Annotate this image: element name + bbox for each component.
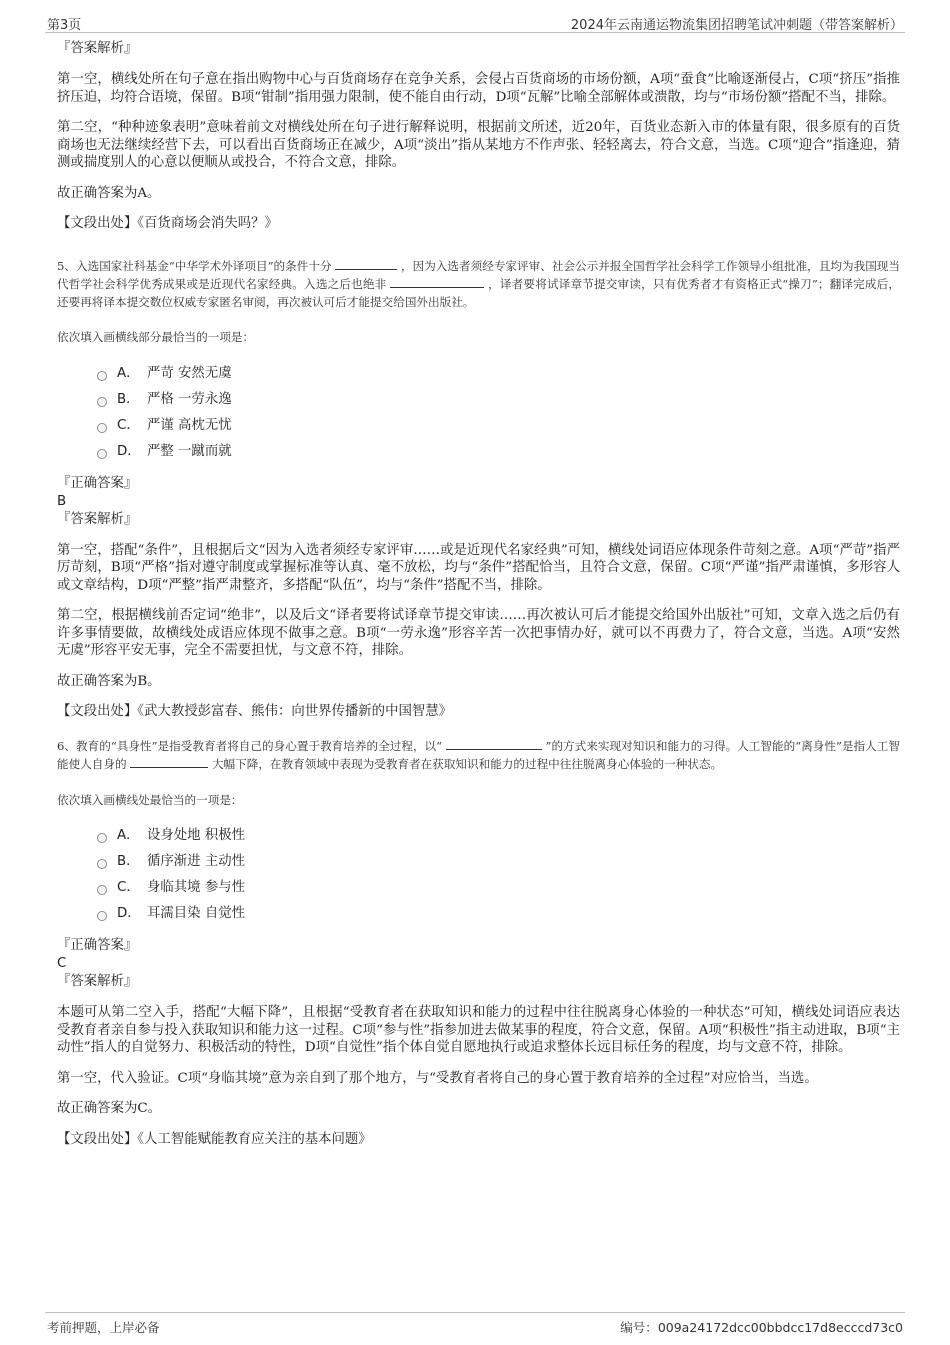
fill-blank: [446, 737, 542, 750]
option-b[interactable]: B． 严格 一劳永逸: [97, 387, 900, 413]
analysis-label: 『答案解析』: [57, 511, 138, 527]
answer-conclusion: 故正确答案为A。: [57, 185, 161, 201]
page-content: [57, 40, 900, 1148]
document-title: 2024年云南通运物流集团招聘笔试冲刺题（带答案解析）: [570, 18, 903, 33]
option-a[interactable]: A． 设身处地 积极性: [97, 823, 900, 849]
fill-blank: [390, 275, 484, 288]
fill-blank: [130, 755, 208, 768]
option-d[interactable]: D． 严整 一蹴而就: [97, 439, 900, 465]
fill-blank: [335, 257, 397, 270]
option-a[interactable]: A． 严苛 安然无虞: [97, 361, 900, 387]
analysis-paragraph: 第二空，根据横线前否定词“绝非”，以及后文“译者要将试译章节提交审读……再次被认可后才能提交给国外出版社”可知，文章入选之后仍有许多事情要做，故横线处成语应体现不做事之意。B项“一劳永逸”形容辛苦一次把事情办好，就可以不再费力了，符合文意，当选。A项“安然无虞”形容平安无事，完全不需要担忧，与文意不符，排除。: [57, 608, 900, 658]
radio-button[interactable]: [97, 397, 107, 407]
analysis-paragraph: 第二空，“种种迹象表明”意味着前文对横线处所在句子进行解释说明，根据前文所述，近20年，百货业态新入市的体量有限，很多原有的百货商场也无法继续经营下去，可以看出百货商场正在减少，A项“淡出”指从某地方不作声张、轻轻离去，符合文意，当选。C项“迎合”指逢迎，猜测或揣度别人的心意以便顺从或投合，不符合文意，排除。: [57, 120, 900, 170]
radio-button[interactable]: [97, 371, 107, 381]
correct-answer: C: [57, 956, 67, 971]
radio-button[interactable]: [97, 911, 107, 921]
page-footer: [45, 1312, 905, 1335]
question-prompt: 依次填入画横线处最恰当的一项是：: [57, 792, 243, 807]
correct-answer: B: [57, 493, 67, 509]
page-header: [45, 12, 905, 33]
analysis-label: 『答案解析』: [57, 974, 138, 989]
analysis-paragraph: 第一空，横线处所在句子意在指出购物中心与百货商场存在竞争关系，会侵占百货商场的市场份额，A项“蚕食”比喻逐渐侵占，C项“挤压”指推挤压迫，均符合语境，保留。B项“钳制”指用强力限制，使不能自由行动，D项“瓦解”比喻全部解体或溃散，均与“市场份额”搭配不当，排除。: [57, 72, 900, 105]
document-code: 编号：009a24172dcc00bbdcc17d8ecccd73c0: [620, 1320, 903, 1335]
analysis-label: 『答案解析』: [57, 41, 138, 56]
source-citation: 【文段出处】《百货商场会消失吗？》: [57, 216, 278, 231]
correct-answer-label: 『正确答案』: [57, 938, 138, 953]
page-number: 第3页: [47, 18, 82, 33]
option-d[interactable]: D． 耳濡目染 自觉性: [97, 901, 900, 927]
answer-conclusion: 故正确答案为C。: [57, 1101, 161, 1116]
analysis-paragraph: 第一空，代入验证。C项“身临其境”意为亲自到了那个地方，与“受教育者将自己的身心置于教育培养的全过程”对应恰当，当选。: [57, 1070, 818, 1086]
option-c[interactable]: C． 身临其境 参与性: [97, 875, 900, 901]
correct-answer-label: 『正确答案』: [57, 475, 138, 491]
question-4-analysis: [57, 40, 900, 233]
analysis-paragraph: 本题可从第二空入手，搭配“大幅下降”，且根据“受教育者在获取知识和能力的过程中往往脱离身心体验的一种状态”可知，横线处词语应表达受教育者亲自参与投入获取知识和能力这一过程。C项“参与性”指参加进去做某事的程度，符合文意，保留。A项“积极性”指主动进取，B项“主动性”指人的自觉努力、积极活动的特性，D项“自觉性”指个体自觉自愿地执行或追求整体长远目标任务的程度，均与文意不符，排除。: [57, 1005, 900, 1055]
source-citation: 【文段出处】《武大教授彭富春、熊伟：向世界传播新的中国智慧》: [57, 704, 453, 719]
option-list: [97, 361, 900, 465]
source-citation: 【文段出处】《人工智能赋能教育应关注的基本问题》: [57, 1131, 372, 1147]
analysis-paragraph: 第一空，搭配“条件”，且根据后文“因为入选者须经专家评审……或是近现代名家经典”可知，横线处词语应体现条件苛刻之意。A项“严苛”指严厉苛刻，B项“严格”指对遵守制度或掌握标准等认真、毫不放松，均与“条件”搭配恰当，且符合文意，保留。C项“严谨”指严肃谨慎，多形容人或文章结构，D项“严整”指严肃整齐，多搭配“队伍”，均与“条件”搭配不当，排除。: [57, 542, 900, 593]
radio-button[interactable]: [97, 885, 107, 895]
option-list: [97, 823, 900, 927]
radio-button[interactable]: [97, 449, 107, 459]
answer-conclusion: 故正确答案为B。: [57, 673, 161, 689]
question-5: [57, 257, 900, 721]
footer-slogan: 考前押题，上岸必备: [47, 1320, 160, 1335]
option-b[interactable]: B． 循序渐进 主动性: [97, 849, 900, 875]
radio-button[interactable]: [97, 859, 107, 869]
question-stem: 5、入选国家社科基金“中华学术外译项目”的条件十分 ，因为入选者须经专家评审、社会公示并报全国哲学社会科学工作领导小组批准，且均为我国现当代哲学社会科学优秀成果或是近现代名家经典。入选之后也绝非 ，译者要将试译章节提交审读，只有优秀者才有资格正式“操刀”；翻译完成后，还要再将译本提交数位权威专家匿名审阅，再次被认可后才能提交给国外出版社。: [57, 258, 900, 309]
question-stem: 6、教育的“具身性”是指受教育者将自己的身心置于教育培养的全过程，以“ ”的方式来实现对知识和能力的习得。人工智能的“离身性”是指人工智能使人自身的 大幅下降，在教育领域中表现为受教育者在获取知识和能力的过程中往往脱离身心体验的一种状态。: [57, 738, 900, 771]
radio-button[interactable]: [97, 833, 107, 843]
question-6: [57, 737, 900, 1149]
radio-button[interactable]: [97, 423, 107, 433]
option-c[interactable]: C． 严谨 高枕无忧: [97, 413, 900, 439]
question-prompt: 依次填入画横线部分最恰当的一项是：: [57, 330, 255, 344]
